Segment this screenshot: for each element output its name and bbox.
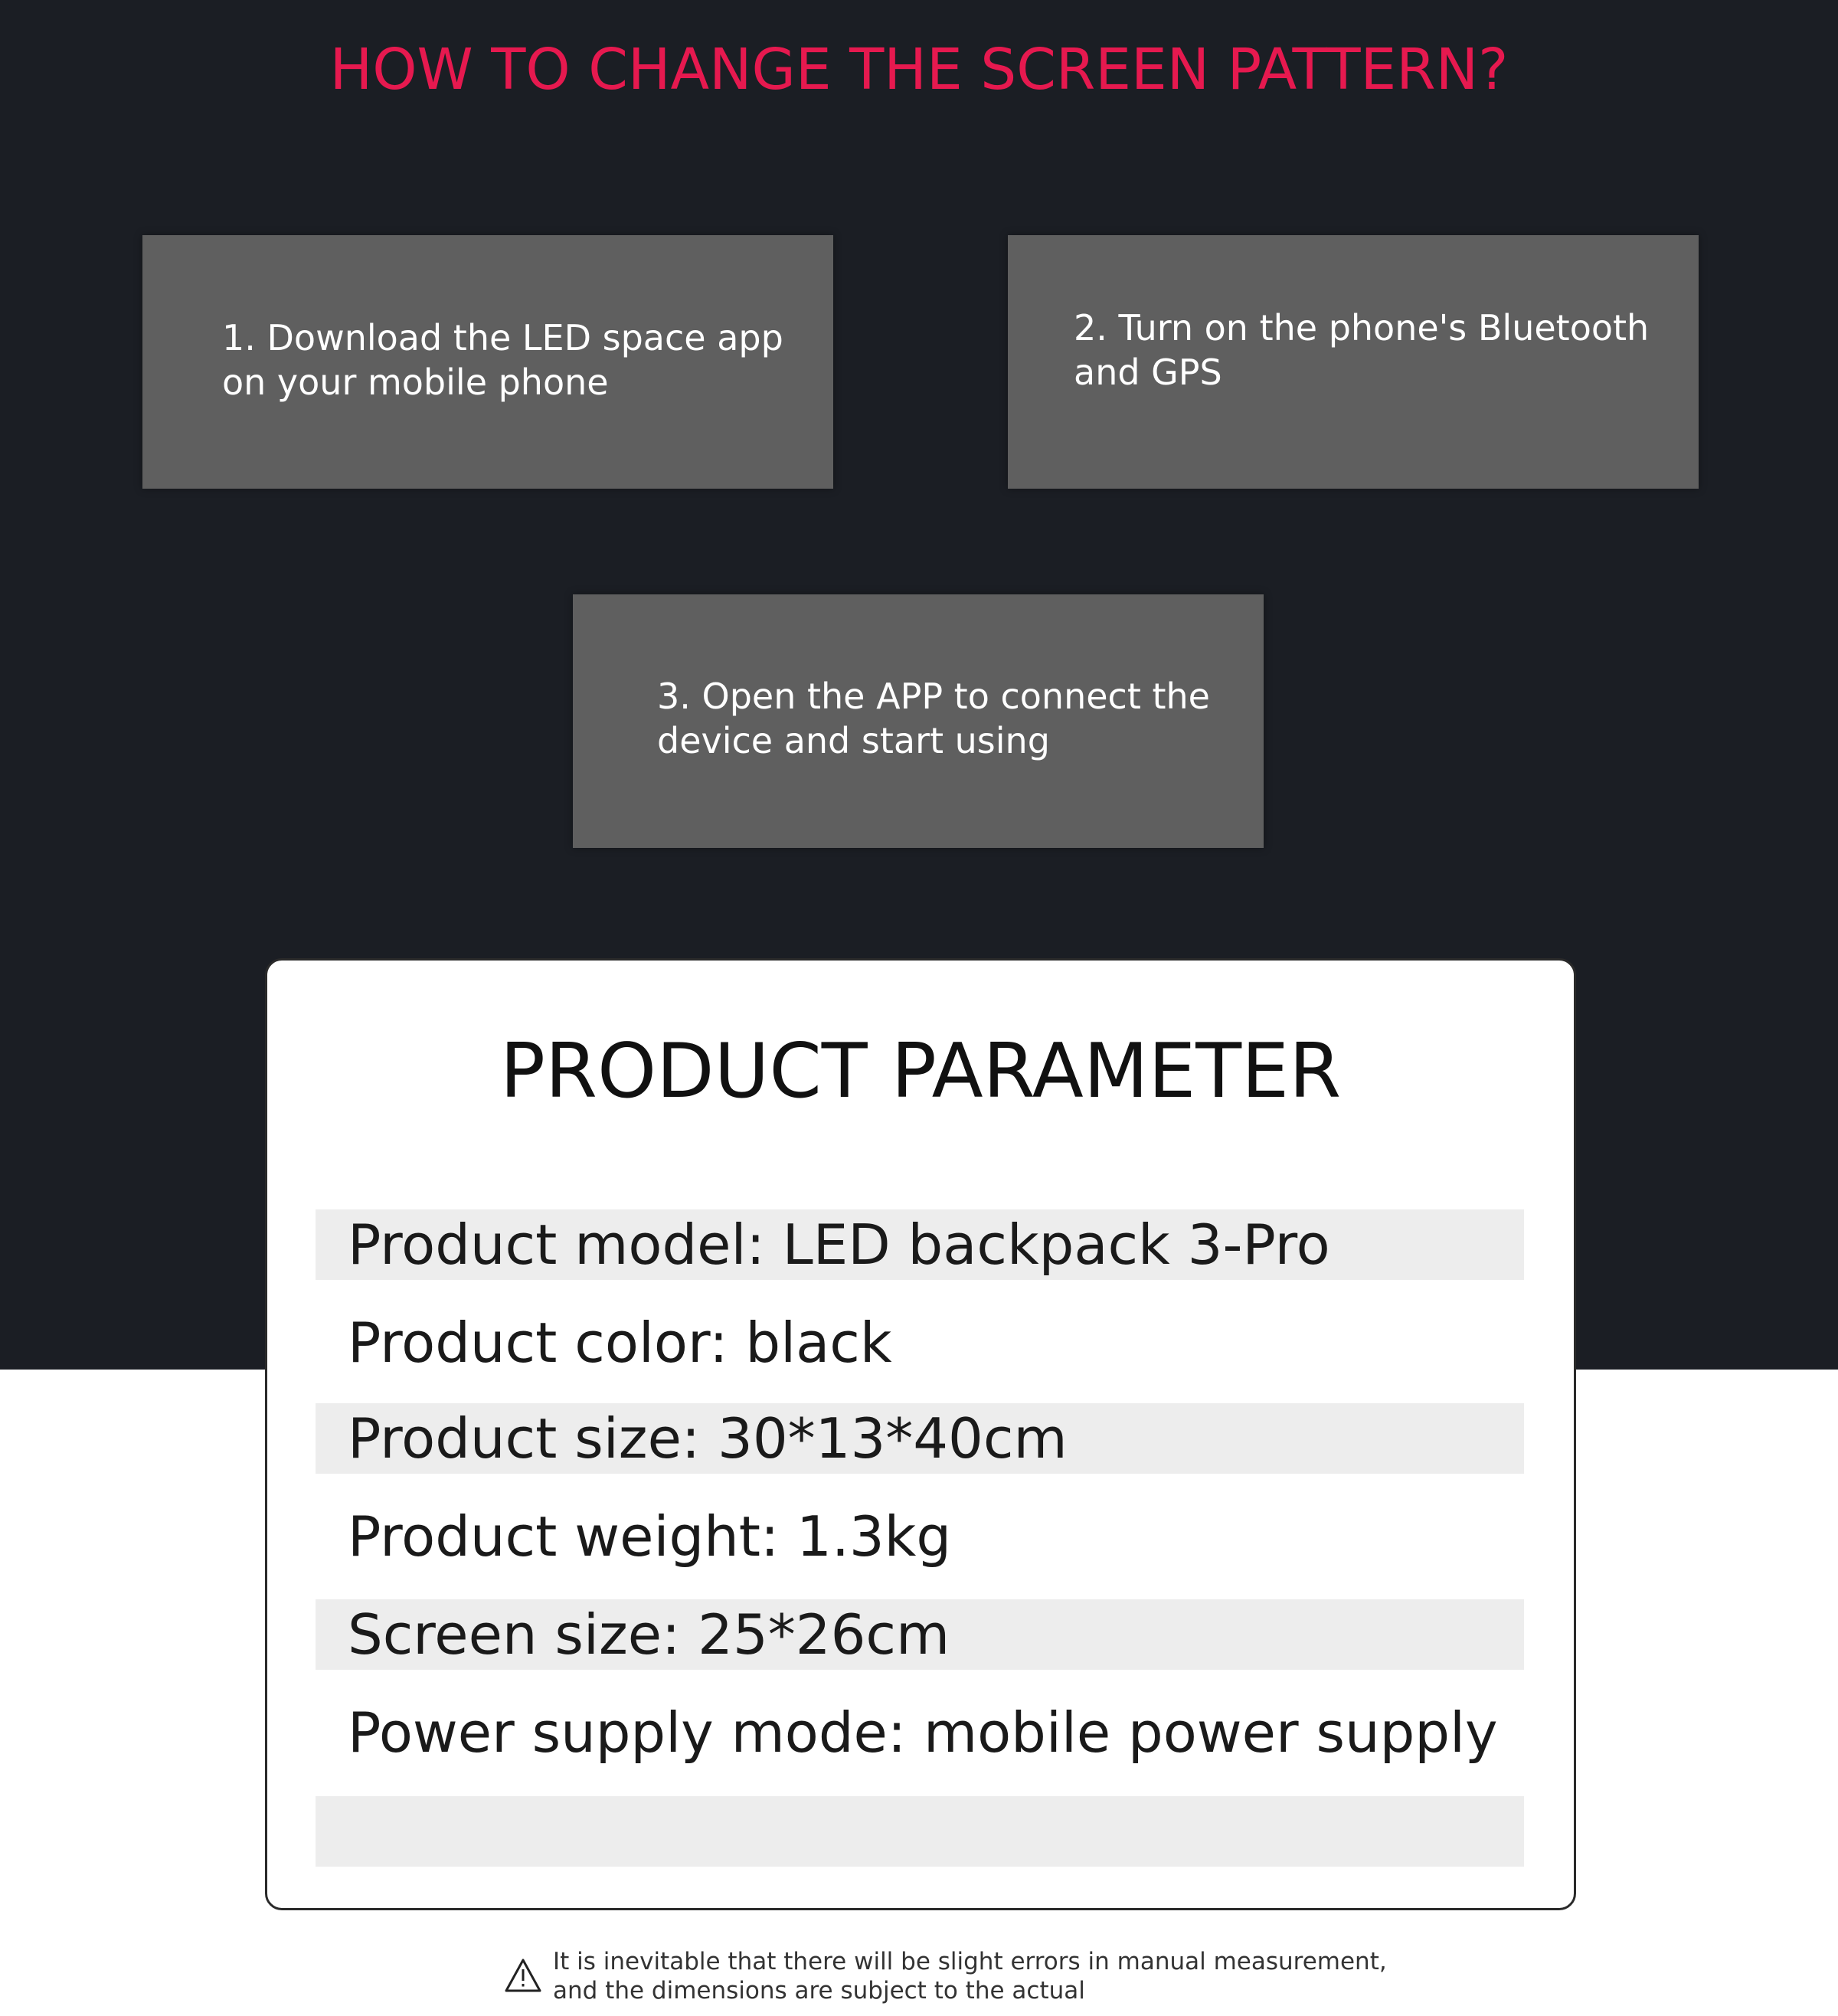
step-card-2	[1008, 235, 1699, 489]
param-row-size: Product size: 30*13*40cm	[316, 1403, 1524, 1474]
param-row-empty	[316, 1796, 1524, 1867]
param-row-weight: Product weight: 1.3kg	[348, 1504, 952, 1569]
note-text: It is inevitable that there will be slight errors in manual measurement, and the dimensions are subject to the actual	[553, 1948, 1387, 2005]
measurement-note	[504, 1947, 1423, 2008]
param-row-model: Product model: LED backpack 3-Pro	[316, 1209, 1524, 1280]
param-row-color: Product color: black	[348, 1311, 892, 1375]
param-row-power-supply: Power supply mode: mobile power supply	[348, 1700, 1498, 1765]
product-parameter-card	[265, 958, 1576, 1910]
step-3-text: 3. Open the APP to connect the device and start using	[657, 676, 1210, 761]
param-row-screen-size: Screen size: 25*26cm	[316, 1599, 1524, 1670]
warning-triangle-icon	[504, 1958, 542, 1993]
step-2-text: 2. Turn on the phone's Bluetooth and GPS	[1074, 307, 1650, 393]
step-card-3	[573, 594, 1264, 848]
step-1-text: 1. Download the LED space app on your mobile phone	[222, 317, 783, 403]
step-card-1	[142, 235, 833, 489]
section-heading: HOW TO CHANGE THE SCREEN PATTERN?	[329, 37, 1509, 103]
parameter-title: PRODUCT PARAMETER	[499, 1028, 1342, 1115]
